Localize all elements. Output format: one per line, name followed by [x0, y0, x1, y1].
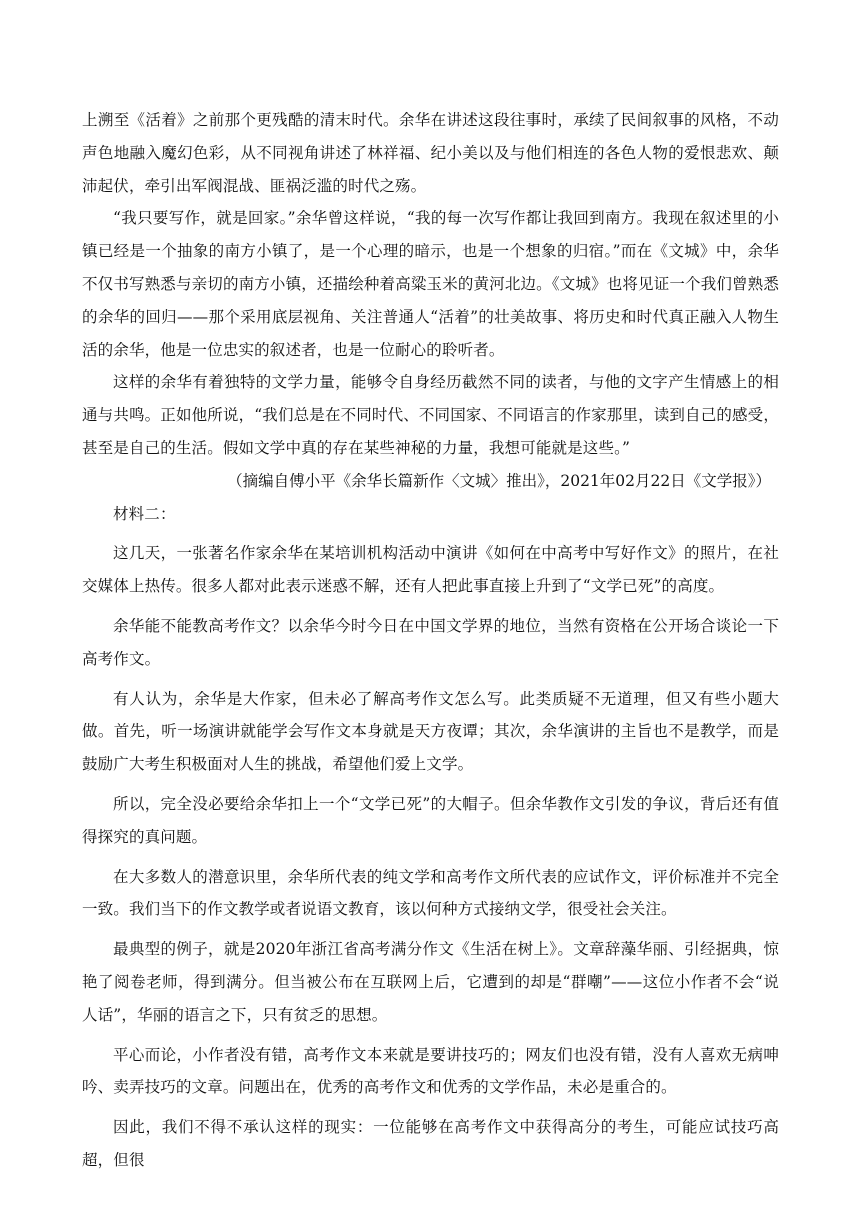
section-heading-material-2: 材料二：: [113, 504, 176, 523]
paragraph-3: 这样的余华有着独特的文学力量，能够令自身经历截然不同的读者，与他的文字产生情感上的相通与共鸣。正如他所说，“我们总是在不同时代、不同国家、不同语言的作家那里，读到自己的感受，甚至是自己的生活。假如文学中真的存在某些神秘的力量，我想可能就是这些。”: [82, 373, 779, 457]
paragraph-1: 上溯至《活着》之前那个更残酷的清末时代。余华在讲述这段往事时，承续了民间叙事的风格，不动声色地融入魔幻色彩，从不同视角讲述了林祥福、纪小美以及与他们相连的各色人物的爱恨悲欢、颠沛起伏，牵引出军阀混战、匪祸泛滥的时代之殇。: [82, 111, 779, 195]
document-body: [82, 104, 779, 1177]
paragraph-11: 因此，我们不得不承认这样的现实：一位能够在高考作文中获得高分的考生，可能应试技巧高超，但很: [82, 1118, 779, 1169]
paragraph-10: 平心而论，小作者没有错，高考作文本来就是要讲技巧的；网友们也没有错，没有人喜欢无病呻吟、卖弄技巧的文章。问题出在，优秀的高考作文和优秀的文学作品，未必是重合的。: [82, 1045, 779, 1097]
paragraph-5: 余华能不能教高考作文？以余华今时今日在中国文学界的地位，当然有资格在公开场合谈论一下高考作文。: [82, 616, 779, 668]
source-citation: （摘编自傅小平《余华长篇新作〈文城〉推出》，2021年02月22日《文学报》）: [227, 471, 771, 490]
paragraph-4: 这几天，一张著名作家余华在某培训机构活动中演讲《如何在中高考中写好作文》的照片，在社交媒体上热传。很多人都对此表示迷惑不解，还有人把此事直接上升到了“文学已死”的高度。: [82, 544, 779, 596]
paragraph-7: 所以，完全没必要给余华扣上一个“文学已死”的大帽子。但余华教作文引发的争议，背后还有值得探究的真问题。: [82, 794, 779, 846]
paragraph-9: 最典型的例子，就是2020年浙江省高考满分作文《生活在树上》。文章辞藻华丽、引经据典，惊艳了阅卷老师，得到满分。但当被公布在互联网上后，它遭到的却是“群嘲”——这位小作者不会“说人话”，华丽的语言之下，只有贫乏的思想。: [82, 940, 779, 1024]
paragraph-6: 有人认为，余华是大作家，但未必了解高考作文怎么写。此类质疑不无道理，但又有些小题大做。首先，听一场演讲就能学会写作文本身就是天方夜谭；其次，余华演讲的主旨也不是教学，而是鼓励广大考生积极面对人生的挑战，希望他们爱上文学。: [82, 689, 779, 774]
paragraph-8: 在大多数人的潜意识里，余华所代表的纯文学和高考作文所代表的应试作文，评价标准并不完全一致。我们当下的作文教学或者说语文教育，该以何种方式接纳文学，很受社会关注。: [82, 867, 779, 919]
paragraph-2: “我只要写作，就是回家。”余华曾这样说，“我的每一次写作都让我回到南方。我现在叙述里的小镇已经是一个抽象的南方小镇了，是一个心理的暗示，也是一个想象的归宿。”而在《文城》中，余华不仅书写熟悉与亲切的南方小镇，还描绘种着高粱玉米的黄河北边。《文城》也将见证一个我们曾熟悉的余华的回归——那个采用底层视角、关注普通人“活着”的壮美故事、将历史和时代真正融入人物生活的余华，他是一位忠实的叙述者，也是一位耐心的聆听者。: [82, 209, 779, 359]
